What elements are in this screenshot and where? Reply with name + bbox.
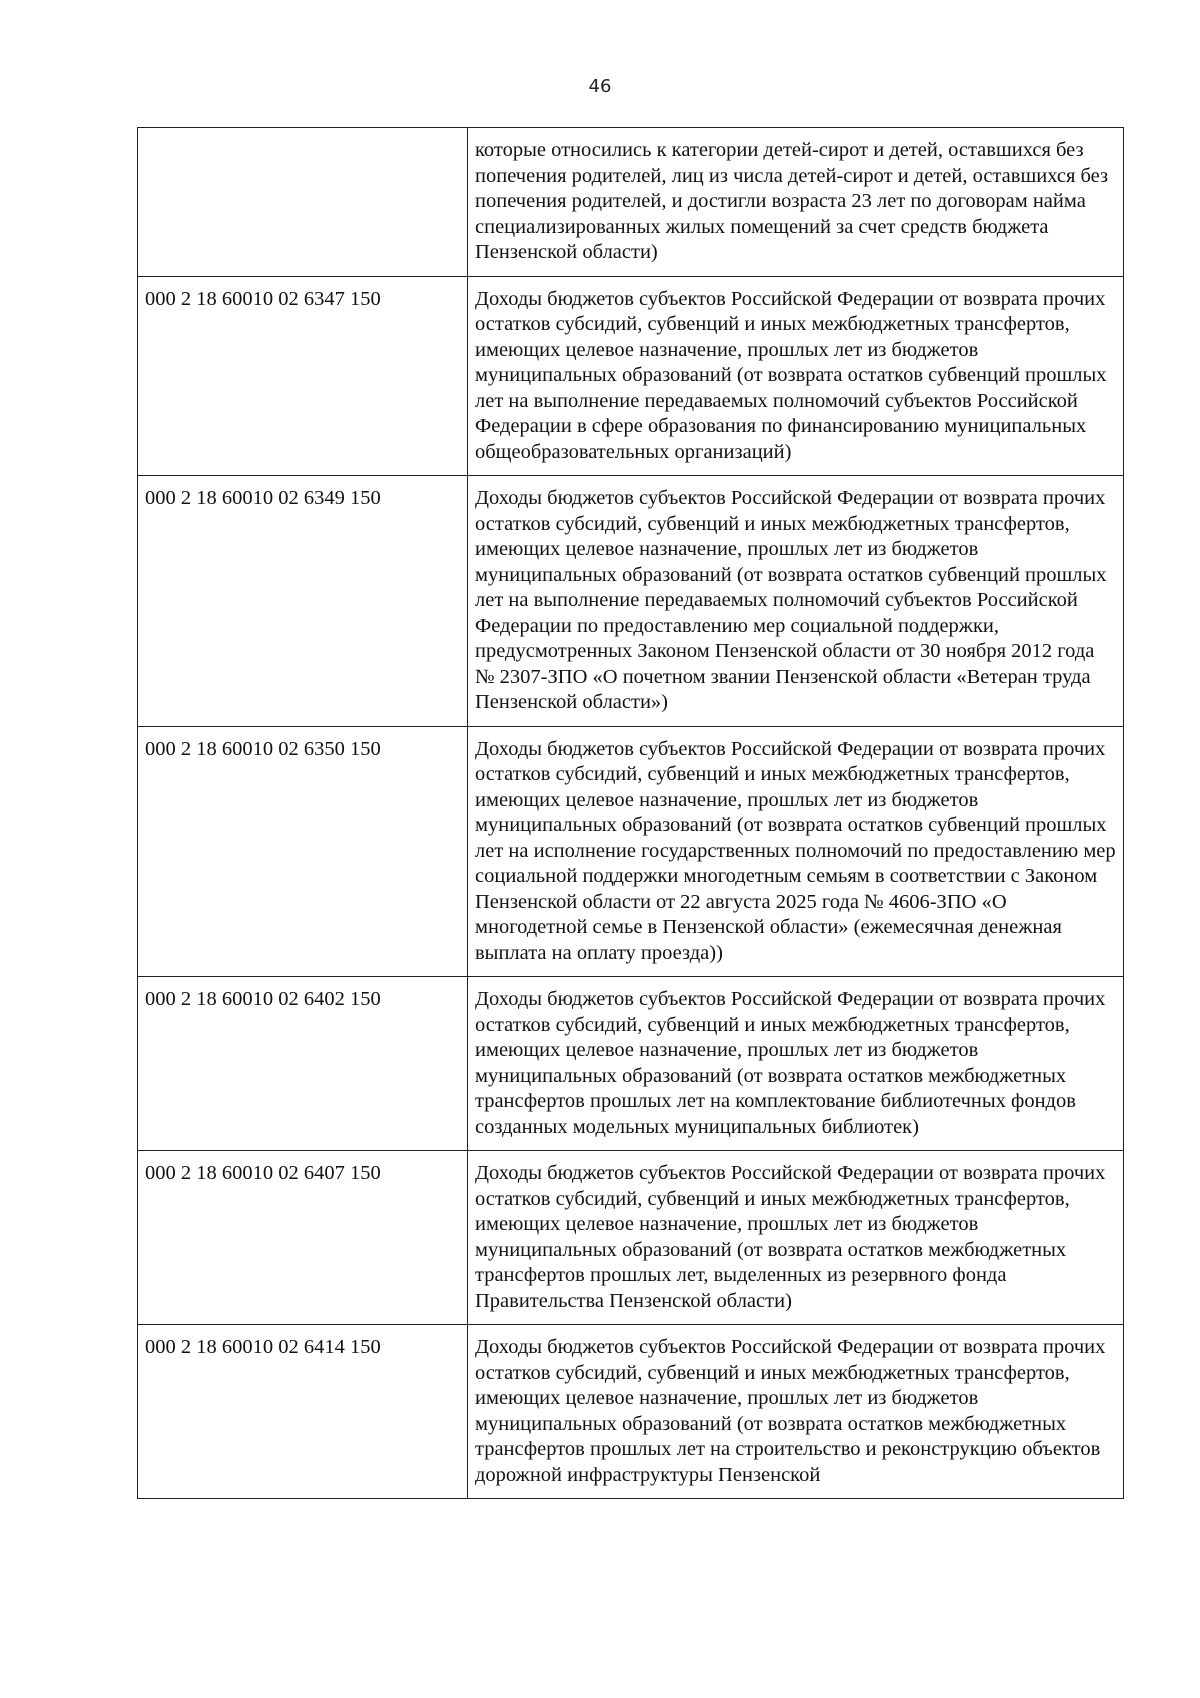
table-row — [138, 128, 1124, 277]
description-cell: Доходы бюджетов субъектов Российской Федерации от возврата прочих остатков субсидий, субвенций и иных межбюджетных трансфертов, имеющих целевое назначение, прошлых лет из бюджетов муниципальных образований (от возврата остатков межбюджетных трансфертов прошлых лет, выделенных из резервного фонда Правительства Пензенской области) — [468, 1151, 1124, 1325]
code-cell: 000 2 18 60010 02 6350 150 — [138, 726, 468, 977]
table-row — [138, 476, 1124, 727]
description-cell: Доходы бюджетов субъектов Российской Федерации от возврата прочих остатков субсидий, субвенций и иных межбюджетных трансфертов, имеющих целевое назначение, прошлых лет из бюджетов муниципальных образований (от возврата остатков межбюджетных трансфертов прошлых лет на комплектование библиотечных фондов созданных модельных муниципальных библиотек) — [468, 977, 1124, 1151]
table-row — [138, 276, 1124, 476]
table-row — [138, 1325, 1124, 1499]
code-cell: 000 2 18 60010 02 6402 150 — [138, 977, 468, 1151]
table-row — [138, 726, 1124, 977]
table-row — [138, 977, 1124, 1151]
code-cell — [138, 128, 468, 277]
description-cell: Доходы бюджетов субъектов Российской Федерации от возврата прочих остатков субсидий, субвенций и иных межбюджетных трансфертов, имеющих целевое назначение, прошлых лет из бюджетов муниципальных образований (от возврата остатков субвенций прошлых лет на исполнение государственных полномочий по предоставлению мер социальной поддержки многодетным семьям в соответствии с Законом Пензенской области от 22 августа 2025 года № 4606-ЗПО «О многодетной семье в Пензенской области» (ежемесячная денежная выплата на оплату проезда)) — [468, 726, 1124, 977]
description-cell: Доходы бюджетов субъектов Российской Федерации от возврата прочих остатков субсидий, субвенций и иных межбюджетных трансфертов, имеющих целевое назначение, прошлых лет из бюджетов муниципальных образований (от возврата остатков межбюджетных трансфертов прошлых лет на строительство и реконструкцию объектов дорожной инфраструктуры Пензенской — [468, 1325, 1124, 1499]
table-row — [138, 1151, 1124, 1325]
description-cell: Доходы бюджетов субъектов Российской Федерации от возврата прочих остатков субсидий, субвенций и иных межбюджетных трансфертов, имеющих целевое назначение, прошлых лет из бюджетов муниципальных образований (от возврата остатков субвенций прошлых лет на выполнение передаваемых полномочий субъектов Российской Федерации в сфере образования по финансированию муниципальных общеобразовательных организаций) — [468, 276, 1124, 476]
code-cell: 000 2 18 60010 02 6407 150 — [138, 1151, 468, 1325]
code-cell: 000 2 18 60010 02 6414 150 — [138, 1325, 468, 1499]
description-cell: Доходы бюджетов субъектов Российской Федерации от возврата прочих остатков субсидий, субвенций и иных межбюджетных трансфертов, имеющих целевое назначение, прошлых лет из бюджетов муниципальных образований (от возврата остатков субвенций прошлых лет на выполнение передаваемых полномочий субъектов Российской Федерации по предоставлению мер социальной поддержки, предусмотренных Законом Пензенской области от 30 ноября 2012 года № 2307-ЗПО «О почетном звании Пензенской области «Ветеран труда Пензенской области») — [468, 476, 1124, 727]
page-number: 46 — [588, 76, 612, 97]
code-cell: 000 2 18 60010 02 6349 150 — [138, 476, 468, 727]
description-cell: которые относились к категории детей-сирот и детей, оставшихся без попечения родителей, лиц из числа детей-сирот и детей, оставшихся без попечения родителей, и достигли возраста 23 лет по договорам найма специализированных жилых помещений за счет средств бюджета Пензенской области) — [468, 128, 1124, 277]
code-cell: 000 2 18 60010 02 6347 150 — [138, 276, 468, 476]
budget-codes-table — [137, 127, 1124, 1499]
